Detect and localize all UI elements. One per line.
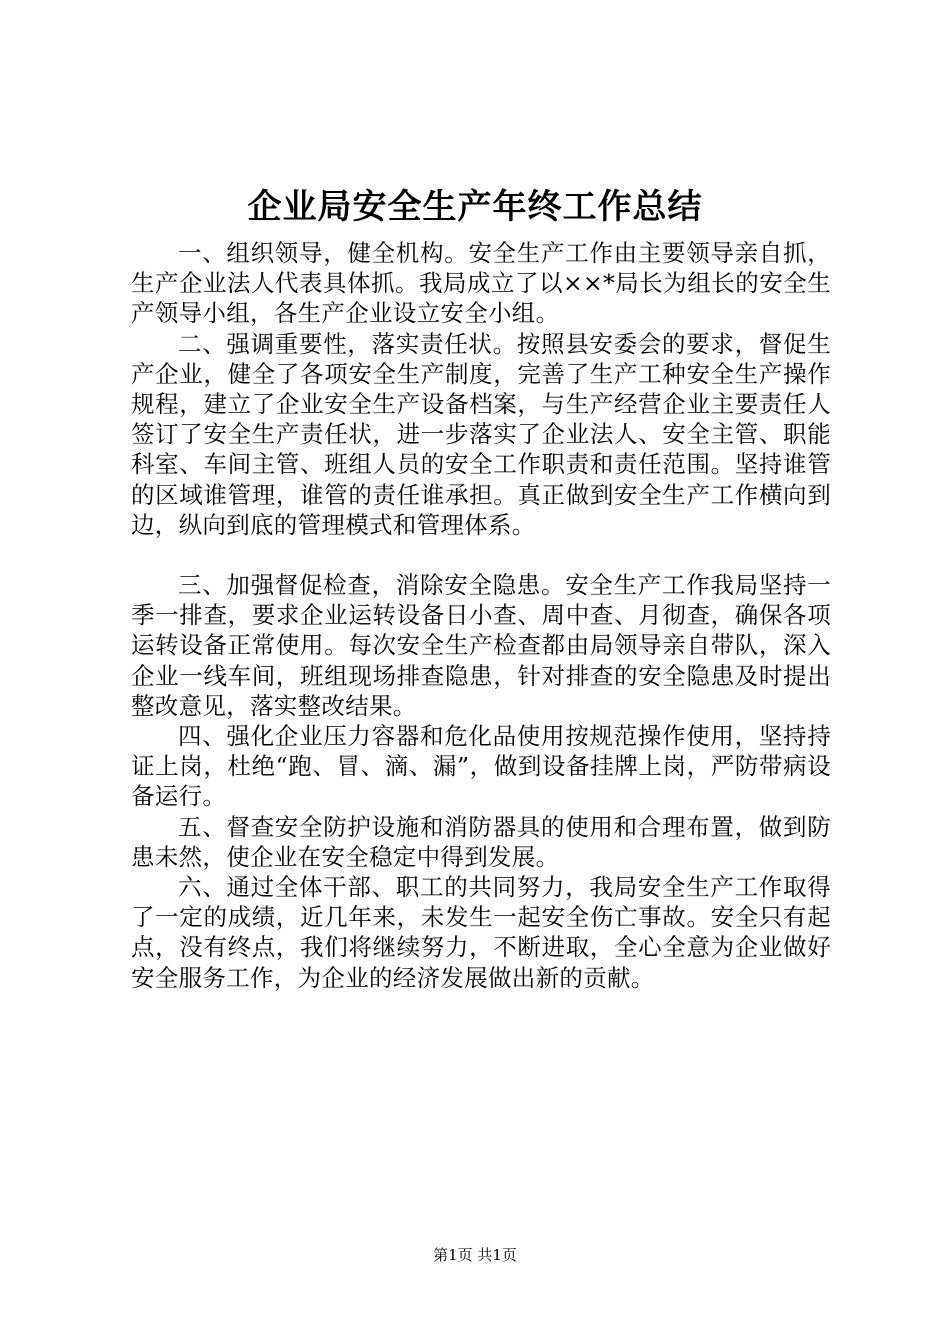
document-title: 企业局安全生产年终工作总结 <box>247 187 703 227</box>
paragraph-5: 五、督查安全防护设施和消防器具的使用和合理布置，做到防患未然，使企业在安全稳定中得到发展。 <box>131 812 831 871</box>
paragraph-2: 二、强调重要性，落实责任状。按照县安委会的要求，督促生产企业，健全了各项安全生产制度，完善了生产工种安全生产操作规程，建立了企业安全生产设备档案，与生产经营企业主要责任人签订了安全生产责任状，进一步落实了企业法人、安全主管、职能科室、车间主管、班组人员的安全工作职责和责任范围。坚持谁管的区域谁管理，谁管的责任谁承担。真正做到安全生产工作横向到边，纵向到底的管理模式和管理体系。 <box>131 329 831 539</box>
paragraph-4: 四、强化企业压力容器和危化品使用按规范操作使用，坚持持证上岗，杜绝“跑、冒、滴、漏”，做到设备挂牌上岗，严防带病设备运行。 <box>131 722 831 811</box>
page-footer: 第1页 共1页 <box>433 1246 517 1264</box>
paragraph-1: 一、组织领导，健全机构。安全生产工作由主要领导亲自抓，生产企业法人代表具体抓。我局成立了以××*局长为组长的安全生产领导小组，各生产企业设立安全小组。 <box>131 239 831 328</box>
paragraph-6: 六、通过全体干部、职工的共同努力，我局安全生产工作取得了一定的成绩，近几年来，未发生一起安全伤亡事故。安全只有起点，没有终点，我们将继续努力，不断进取，全心全意为企业做好安全服务工作，为企业的经济发展做出新的贡献。 <box>131 873 831 992</box>
document-body <box>131 238 831 993</box>
paragraph-3: 三、加强督促检查，消除安全隐患。安全生产工作我局坚持一季一排查，要求企业运转设备日小查、周中查、月彻查，确保各项运转设备正常使用。每次安全生产检查都由局领导亲自带队，深入企业一线车间，班组现场排查隐患，针对排查的安全隐患及时提出整改意见，落实整改结果。 <box>131 571 831 720</box>
